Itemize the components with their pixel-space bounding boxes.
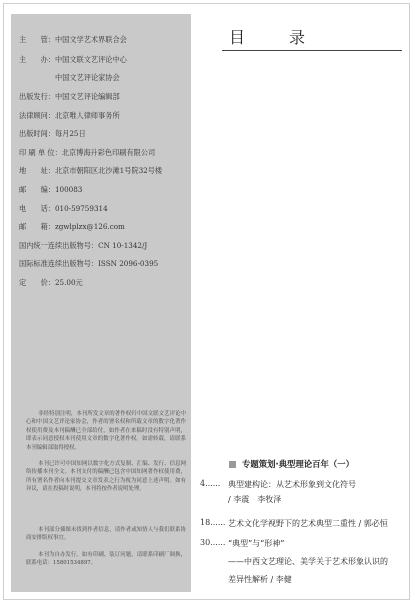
illustration-notice: 本刊部分插图未找到作者信息，请作者或知情人与我们联系协商安排版权事宜。 bbox=[26, 527, 186, 542]
section-heading bbox=[229, 458, 354, 470]
toc-page-number[interactable]: 4...... bbox=[200, 479, 221, 488]
toc-entry-title[interactable]: 艺术文化学视野下的艺术典型二重性 / 郭必恒 bbox=[228, 519, 388, 528]
publication-info-panel bbox=[11, 14, 191, 592]
info-address: 地 址：北京市朝阳区北沙滩1号院32号楼 bbox=[19, 166, 163, 175]
info-cn-number: 国内统一连续出版物号：CN 10-1342/J bbox=[19, 241, 148, 250]
toc-entry-author[interactable]: 差异性解析 / 李健 bbox=[228, 575, 292, 584]
toc-entry-subtitle[interactable]: ——中西文艺理论、美学关于艺术形象认识的 bbox=[228, 557, 388, 566]
cnki-notice: 本刊已许可中国知网以数字化方式复制、汇编、发行、信息网络传播本刊全文。本刊支付的稿酬已包含中国知网著作权使用费，所有署名作者向本刊提交文章发表之行为视为同意上述声明。如有异议，请在投稿时说明，本刊将按作者说明处理。 bbox=[26, 461, 186, 493]
info-sponsor-2: 中国文艺评论家协会 bbox=[55, 73, 120, 82]
info-legal-counsel: 法律顾问：北京唯人律师事务所 bbox=[19, 111, 120, 120]
info-postcode: 邮 编：100083 bbox=[19, 185, 83, 194]
toc-title-rule bbox=[222, 50, 402, 51]
info-publish-date: 出版时间：每月25日 bbox=[19, 129, 86, 138]
info-issn: 国际标准连续出版物号：ISSN 2096-0395 bbox=[19, 259, 159, 268]
toc-entry-title[interactable]: 典型建构论：从艺术形象到文化符号 bbox=[228, 480, 356, 489]
info-email: 邮 箱：zgwlplzx@126.com bbox=[19, 222, 125, 231]
info-supervisor: 主 管：中国文学艺术界联合会 bbox=[19, 35, 127, 44]
copyright-notice: 非经特别注明，本刊所发文章的著作权归中国文联文艺评论中心和中国文艺评论家协会，作者的署名权和所载文章的数字化著作权使用费及本刊稿酬已全部给付，如作者在来稿时没有特别声明，即表示同意授权本刊使用文章的数字化著作权。如需转载，请联系本刊编辑部取得授权。 bbox=[26, 411, 186, 451]
info-publisher: 出版发行：中国文艺评论编辑部 bbox=[19, 92, 120, 101]
toc-entry-title[interactable]: “典型”与“形神” bbox=[228, 539, 285, 548]
toc-entry-author[interactable]: / 李震 李牧泽 bbox=[228, 495, 282, 504]
info-printer: 印 刷 单 位：北京博海升彩色印刷有限公司 bbox=[19, 148, 156, 157]
info-price: 定 价：25.00元 bbox=[19, 278, 83, 287]
toc-page-number[interactable]: 18...... bbox=[200, 518, 226, 527]
toc-title: 目 录 bbox=[229, 28, 320, 47]
square-bullet-icon bbox=[229, 461, 236, 468]
distribution-notice: 本刊为自办发行。如有印刷、装订问题，请联系印刷厂调换，联系电话：15801534897。 bbox=[26, 552, 186, 567]
info-sponsor: 主 办：中国文联文艺评论中心 bbox=[19, 55, 127, 64]
section-heading-text: 专题策划·典型理论百年（一） bbox=[242, 459, 355, 469]
toc-page-number[interactable]: 30...... bbox=[200, 538, 226, 547]
info-phone: 电 话：010-59759314 bbox=[19, 204, 108, 213]
